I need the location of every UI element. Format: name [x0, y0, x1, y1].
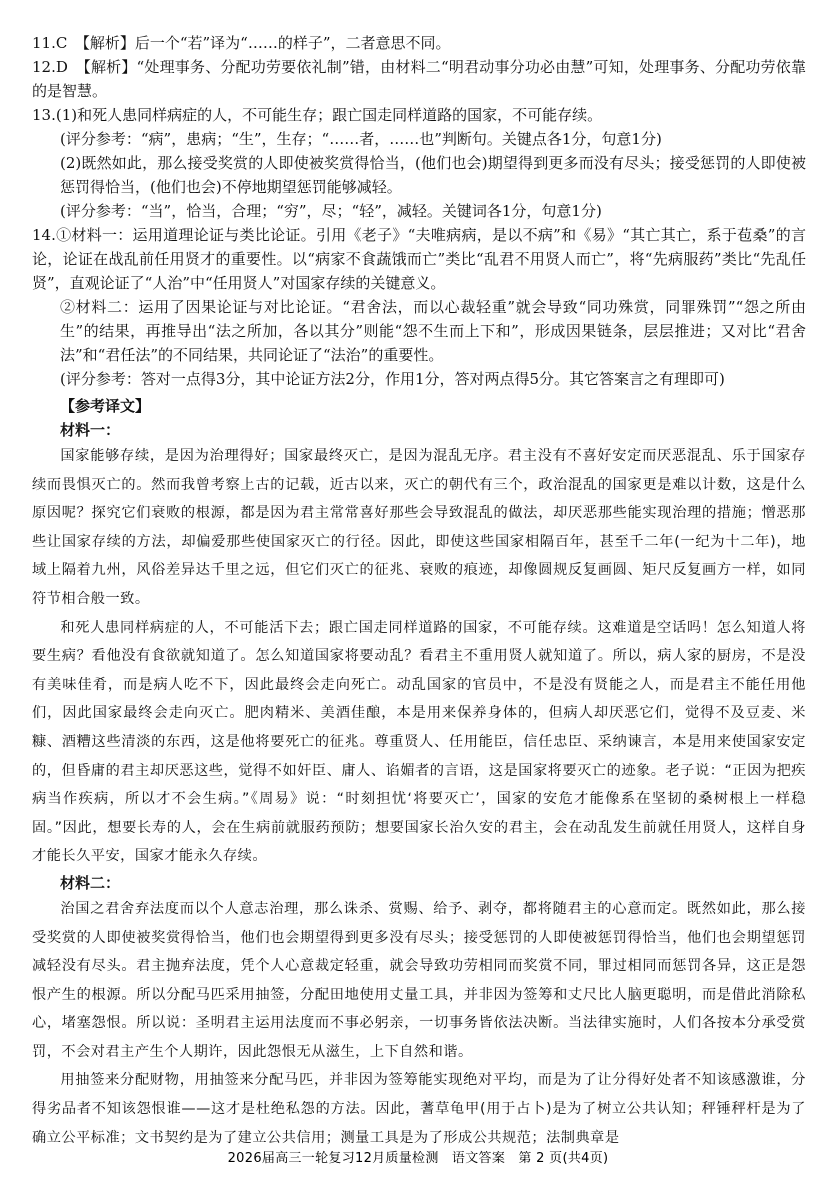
material2-paragraph-1: 治国之君舍弃法度而以个人意志治理，那么诛杀、赏赐、给予、剥夺，都将随君主的心意而定。既然如此，那么接受奖赏的人即使被奖赏得恰当，他们也会期望得到更多没有尽头；接受惩罚的人即使被惩罚得恰当，他们也会期望惩罚减轻没有尽头。君主抛弃法度，凭个人心意裁定轻重，就会导致功劳相同而奖赏不同，罪过相同而惩罚各异，这正是怨恨产生的根源。所以分配马匹采用抽签，分配田地使用丈量工具，并非因为签筹和丈尺比人脑更聪明，而是借此消除私心，堵塞怨恨。所以说：圣明君主运用法度而不事必躬亲，一切事务皆依法决断。当法律实施时，人们各按本分承受赏罚，不会对君主产生个人期许，因此怨恨无从滋生，上下自然和谐。: [32, 900, 806, 1060]
material2-paragraph-2: 用抽签来分配财物，用抽签来分配马匹，并非因为签筹能实现绝对平均，而是为了让分得好处者不知该感激谁，分得劣品者不知该怨恨谁——这才是杜绝私怨的方法。因此，蓍草龟甲(用于占卜)是为了树立公共认知；秤锤秤杆是为了确立公平标准；文书契约是为了建立公共信用；测量工具是为了形成公共规范；法制典章是: [32, 1072, 806, 1146]
page-footer: 2026届高三一轮复习12月质量检测 语文答案 第 2 页(共4页): [227, 1151, 609, 1166]
answer-11: 11.C 【解析】后一个“若”译为“……的样子”，二者意思不同。: [32, 34, 451, 52]
answer-14-1: 14.①材料一：运用道理论证与类比论证。引用《老子》“夫唯病病，是以不病”和《易》“其亡其亡，系于苞桑”的言论，论证在战乱前任用贤才的重要性。以“病家不食蔬饿而亡”类比“乱君不用贤人而亡”，将“先病服药”类比“先乱任贤”，直观论证了“人治”中“任用贤人”对国家存续的关键意义。: [32, 226, 806, 292]
material1-title: 材料一：: [60, 421, 121, 439]
translation-heading: 【参考译文】: [60, 397, 151, 415]
answer-13-2-scoring: (评分参考：“当”，恰当，合理；“穷”，尽；“轻”，减轻。关键词各1分，句意1分): [60, 202, 602, 220]
answer-14-scoring: (评分参考：答对一点得3分，其中论证方法2分，作用1分，答对两点得5分。其它答案言之有理即可): [60, 370, 725, 388]
material1-paragraph-1: 国家能够存续，是因为治理得好；国家最终灭亡，是因为混乱无序。君主没有不喜好安定而厌恶混乱、乐于国家存续而畏惧灭亡的。然而我曾考察上古的记载，近古以来，灭亡的朝代有三个，政治混乱的国家更是难以计数，这是什么原因呢？探究它们衰败的根源，都是因为君主常常喜好那些会导致混乱的做法，却厌恶那些能实现治理的措施；憎恶那些让国家存续的方法，却偏爱那些使国家灭亡的行径。因此，即使这些国家相隔百年，甚至千二年(一纪为十二年)，地域上隔着九州，风俗差异达千里之远，但它们灭亡的征兆、衰败的痕迹，却像圆规反复画圆、矩尺反复画方一样，如同符节相合般一致。: [32, 448, 806, 607]
answer-13-1-scoring: (评分参考：“病”，患病；“生”，生存；“……者，……也”判断句。关键点各1分，句意1分): [60, 130, 662, 148]
answer-12: 12.D 【解析】“处理事务、分配功劳要依礼制”错，由材料二“明君动事分功必由慧”可知，处理事务、分配功劳依靠的是智慧。: [32, 58, 806, 100]
material1-paragraph-2: 和死人患同样病症的人，不可能活下去；跟亡国走同样道路的国家，不可能存续。这难道是空话吗！怎么知道人将要生病？看他没有食欲就知道了。怎么知道国家将要动乱？看君主不重用贤人就知道了。所以，病人家的厨房，不是没有美味佳肴，而是病人吃不下，因此最终会走向死亡。动乱国家的官员中，不是没有贤能之人，而是君主不能任用他们，因此国家最终会走向灭亡。肥肉精米、美酒佳酿，本是用来保养身体的，但病人却厌恶它们，觉得不及豆麦、米糠、酒糟这些清淡的东西，这是他将要死亡的征兆。尊重贤人、任用能臣，信任忠臣、采纳谏言，本是用来使国家安定的，但昏庸的君主却厌恶这些，觉得不如奸臣、庸人、谄媚者的言语，这是国家将要灭亡的迹象。老子说：“正因为把疾病当作疾病，所以才不会生病。”《周易》说：“时刻担忧‘将要灭亡’，国家的安危才能像系在坚韧的桑树根上一样稳固。”因此，想要长寿的人，会在生病前就服药预防；想要国家长治久安的君主，会在动乱发生前就任用贤人，这样自身才能长久平安，国家才能永久存续。: [32, 619, 806, 865]
answer-13-1: 13.(1)和死人患同样病症的人，不可能生存；跟亡国走同样道路的国家，不可能存续。: [32, 106, 603, 124]
answer-14-2: ②材料二：运用了因果论证与对比论证。“君舍法，而以心裁轻重”就会导致“同功殊赏，同罪殊罚”“怨之所由生”的结果，再推导出“法之所加，各以其分”则能“怨不生而上下和”，形成因果链条，层层推进；又对比“君舍法”和“君任法”的不同结果，共同论证了“法治”的重要性。: [60, 298, 806, 364]
answer-13-2: (2)既然如此，那么接受奖赏的人即使被奖赏得恰当，(他们也会)期望得到更多而没有尽头；接受惩罚的人即使被惩罚得恰当，(他们也会)不停地期望惩罚能够减轻。: [60, 154, 806, 196]
material1-text: [32, 442, 806, 871]
material2-text: [32, 895, 806, 1152]
material2-title: 材料二：: [60, 873, 121, 892]
